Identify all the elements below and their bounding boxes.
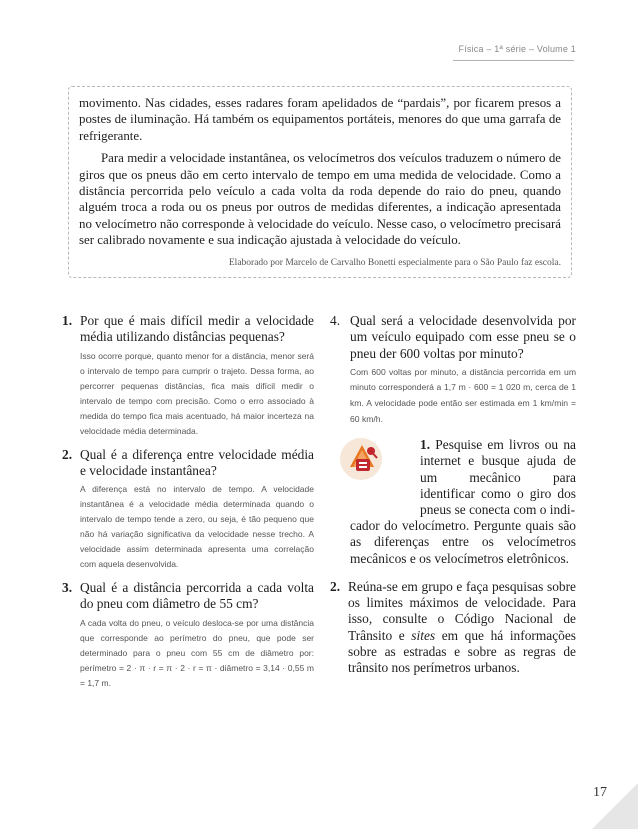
question-text bbox=[62, 313, 314, 346]
question-body: Qual será a velocidade desenvolvida por um veículo equipado com esse pneu se o pneu der 600 voltas por minuto? bbox=[350, 313, 576, 361]
question-body: Qual é a distância percorrida a cada volta do pneu com diâmetro de 55 cm? bbox=[80, 580, 314, 612]
header-series-label: Física – 1ª série – Volume 1 bbox=[458, 44, 576, 54]
page-number: 17 bbox=[593, 785, 607, 800]
question-number: 1. bbox=[62, 313, 73, 328]
activity-text-a: Reúna-se em grupo e faça pesquisas sobre os limites máximos de velocidade. Para isso, consulte o Código Nacional de Trânsito e bbox=[348, 578, 576, 643]
question-number: 3. bbox=[62, 580, 73, 596]
question-number: 4. bbox=[330, 313, 341, 328]
text-paragraph-2: Para medir a velocidade instantânea, os velocímetros dos veículos traduzem o número de giros que os pneus dão em certo intervalo de tempo em uma medida de velocidade. Como a distância percorrida pelo veículo a cada volta da roda depende do raio do pneu, quando alguém troca a roda ou os pneus por outros de medidas diferentes, a indicação apresentada no velocímetro não corresponde à velocidade do veículo. Nesse caso, o velocímetro precisará ser calibrado novamente e sua indicação ajustada à velocidade do veículo. bbox=[79, 151, 561, 248]
question-answer: Com 600 voltas por minuto, a distância percorrida em um minuto corresponderá a 1,7 m · 600 = 1 020 m, cerca de 1 km. A velocidade pode então ser estimada em 1 km/min = 60 km/h. bbox=[350, 366, 576, 424]
activity-number: 2. bbox=[330, 578, 341, 594]
text-paragraph-1: movimento. Nas cidades, esses radares foram apelidados de “pardais”, por ficarem presos a postes de iluminação. Há também os equipamentos portáteis, menores do que uma garrafa de refrigerante. bbox=[79, 96, 561, 143]
question-answer: A cada volta do pneu, o veículo desloca-se por uma distância que corresponde ao perímetro do pneu, que pode ser determinado para o pneu com 55 cm de diâmetro por: perímetro = 2 · π · r = π · 2 · r = π · diâmetro = 3,14 · 0,55 m = 1,7 m. bbox=[80, 617, 314, 688]
question-item bbox=[330, 313, 576, 427]
question-body: Por que é mais difícil medir a velocidade média utilizando distâncias pequenas? bbox=[80, 313, 314, 345]
right-column bbox=[330, 313, 576, 677]
question-answer: Isso ocorre porque, quanto menor for a distância, menor será o intervalo de tempo para cumprir o trajeto. Dessa forma, ao percorrer pequenas distâncias, fica mais difícil medir o intervalo de tempo com precisão. Como o erro associado à medida do tempo fica mais acentuado, há maior incerteza na velocidade média determinada. bbox=[80, 350, 314, 436]
activity-head-text: Pesquise em livros ou na internet e busque ajuda de um mecânico para identificar como o giro dos pneus se conecta com o indi- bbox=[420, 437, 576, 518]
question-text bbox=[62, 580, 314, 613]
activity-item bbox=[330, 437, 576, 567]
question-answer: A diferença está no intervalo de tempo. A velocidade instantânea é a velocidade média determinada quando o intervalo de tempo tende a zero, ou seja, é tão pequeno que não há variação significativa da velocidade nesse trecho. A velocidade assim determinada apresenta uma correlação com aquela desenvolvida. bbox=[80, 484, 314, 570]
reading-text-box bbox=[68, 86, 572, 278]
question-item bbox=[62, 447, 314, 573]
question-number: 2. bbox=[62, 446, 73, 462]
text-credit: Elaborado por Marcelo de Carvalho Bonetti especialmente para o São Paulo faz escola. bbox=[228, 257, 561, 268]
question-item bbox=[62, 580, 314, 691]
question-text bbox=[330, 313, 576, 362]
activity-number: 1. bbox=[420, 437, 431, 453]
activity-item bbox=[330, 579, 576, 677]
question-text bbox=[62, 447, 314, 480]
header-rule bbox=[453, 60, 574, 61]
corner-decoration bbox=[592, 783, 638, 829]
activity-text-italic: sites bbox=[411, 627, 436, 643]
question-item bbox=[62, 313, 314, 439]
research-activity-icon bbox=[338, 437, 384, 481]
left-column bbox=[62, 313, 314, 699]
activity-text bbox=[330, 579, 576, 677]
activity-text-b: em que há informações sobre as estradas e sobre as regras de trânsito nos perímetros urbanos. bbox=[348, 627, 577, 676]
activity-tail-text: cador do velocímetro. Pergunte quais são as diferenças entre os velocímetros mecânicos e os velocímetros eletrônicos. bbox=[350, 518, 576, 566]
question-body: Qual é a diferença entre velocidade média e velocidade instantânea? bbox=[80, 446, 314, 478]
